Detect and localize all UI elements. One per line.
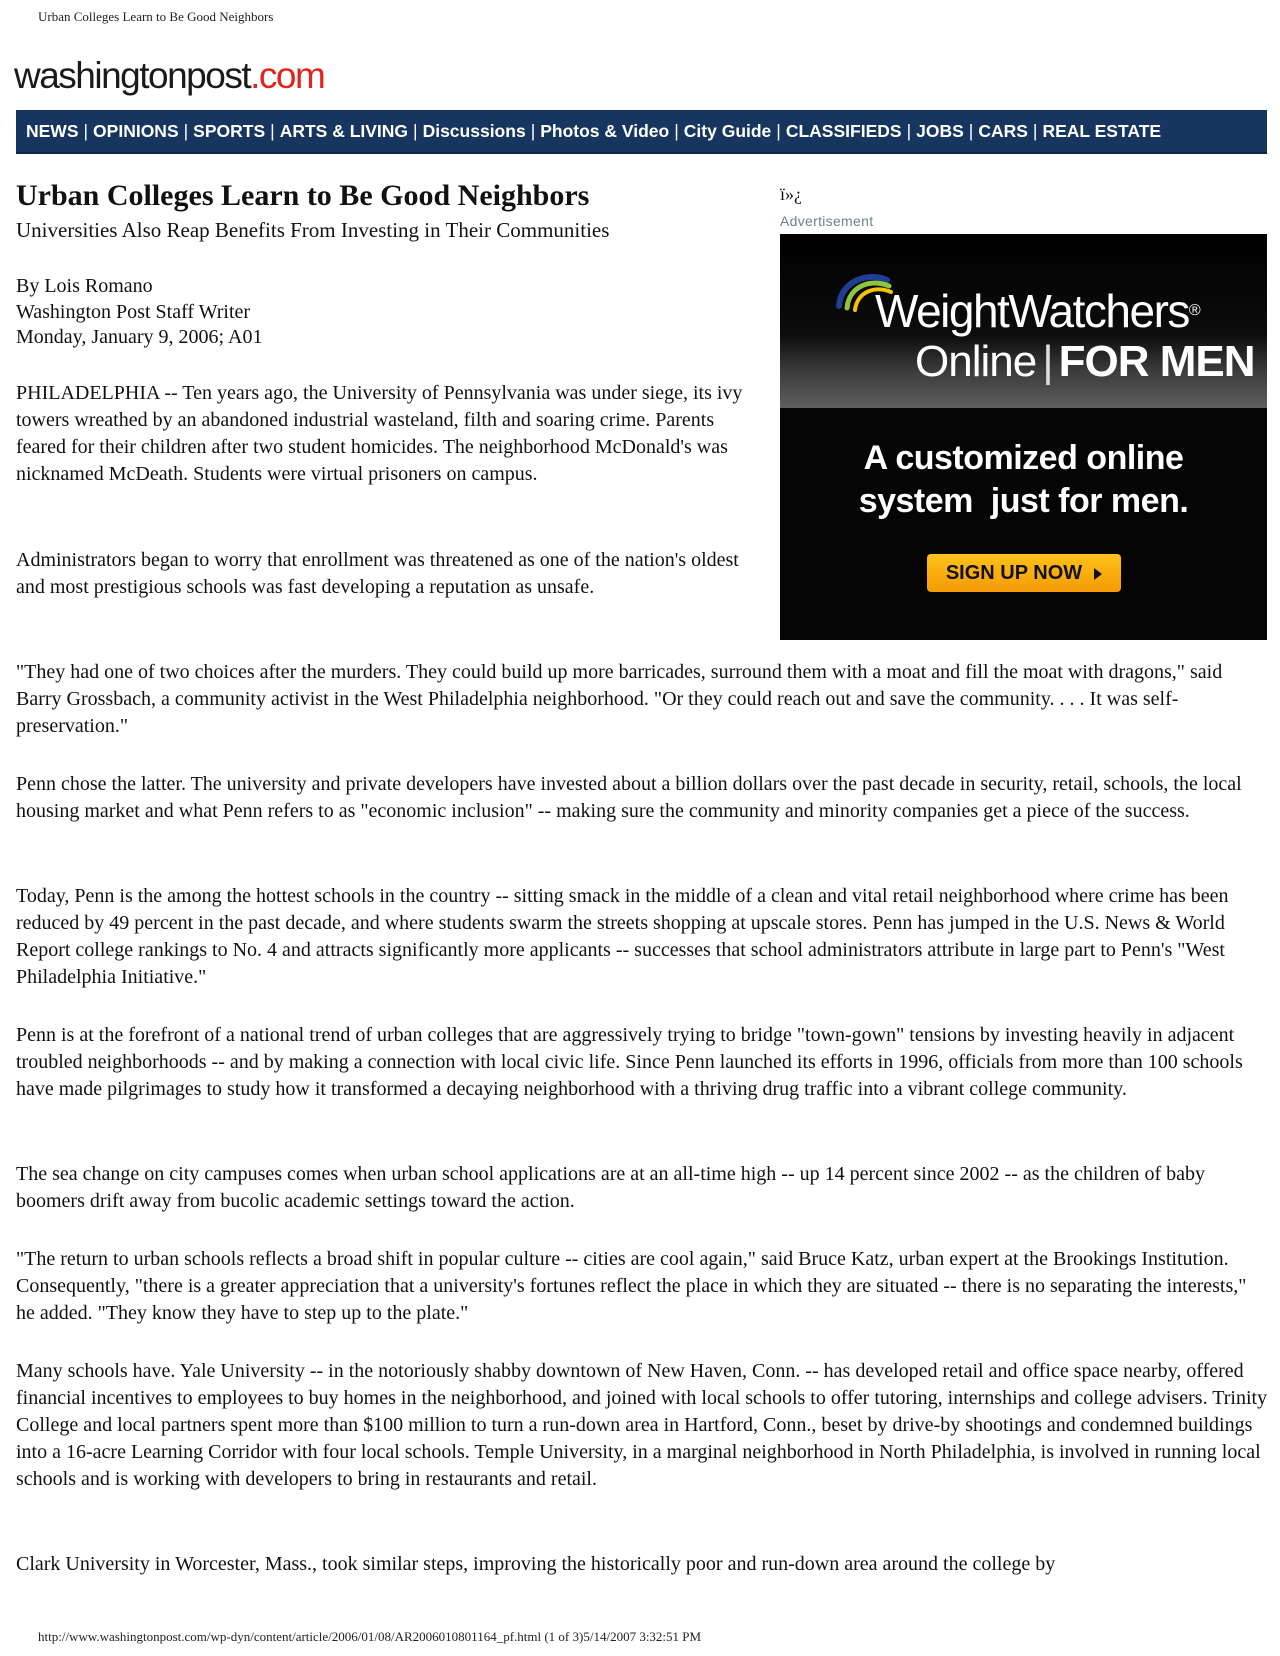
ad-brand: WeightWatchers xyxy=(875,285,1189,337)
article-paragraph: Penn chose the latter. The university and private developers have invested about a billion dollars over the past decade in security, retail, schools, the local housing market and what Penn refers to as "economic inclusion" -- making sure the community and minority companies get a piece of the success. xyxy=(16,773,1242,822)
article-paragraph: Penn is at the forefront of a national trend of urban colleges that are aggressively trying to bridge "town-gown" tensions by investing heavily in adjacent troubled neighborhoods -- and by making a connection with local civic life. Since Penn launched its efforts in 1996, officials from more than 100 schools have made pilgrimages to study how it transformed a decaying neighborhood with a thriving drug traffic into a vibrant college community. xyxy=(16,1024,1243,1100)
article-paragraph: Clark University in Worcester, Mass., took similar steps, improving the historically poor and run-down area around the college by xyxy=(16,1553,1056,1575)
nav-separator: | xyxy=(530,120,536,141)
nav-separator: | xyxy=(83,120,89,141)
ad-tagline-line-1: A customized online xyxy=(863,439,1184,477)
logo-dot-com: .com xyxy=(250,55,325,96)
byline-role: Washington Post Staff Writer xyxy=(16,300,251,323)
play-arrow-icon xyxy=(1094,568,1102,580)
ad-registered-mark: ® xyxy=(1188,302,1200,319)
nav-opinions[interactable]: OPINIONS xyxy=(93,120,179,141)
nav-arts-living[interactable]: ARTS & LIVING xyxy=(279,120,409,141)
nav-discussions[interactable]: Discussions xyxy=(422,120,526,141)
ad-line2 xyxy=(915,338,1255,386)
ad-online: Online xyxy=(915,337,1037,386)
article-paragraph: Today, Penn is the among the hottest schools in the country -- sitting smack in the middle of a clean and vital retail neighborhood where crime has been reduced by 49 percent in the past decade, and where students swarm the streets shopping at upscale stores. Penn has jumped in the U.S. News & World Report college rankings to No. 4 and attracts significantly more applicants -- successes that school administrators attribute in large part to Penn's "West Philadelphia Initiative." xyxy=(16,885,1229,988)
ad-brand-wrap xyxy=(875,286,1199,336)
nav-cars[interactable]: CARS xyxy=(978,120,1028,141)
sign-up-label: SIGN UP NOW xyxy=(945,562,1083,584)
site-logo[interactable] xyxy=(14,52,324,100)
article-paragraph: "They had one of two choices after the murders. They could build up more barricades, surround them with a moat and fill the moat with dragons," said Barry Grossbach, a community activist in the West Philadelphia neighborhood. "Or they could reach out and save the community. . . . It was self-preservation." xyxy=(16,661,1223,737)
nav-separator: | xyxy=(270,120,275,141)
ad-separator: | xyxy=(1042,337,1053,386)
ad-tagline-line-2: system just for men. xyxy=(858,482,1189,520)
nav-separator: | xyxy=(906,120,912,141)
nav-separator: | xyxy=(968,120,974,141)
ad-tagline xyxy=(780,437,1267,523)
page-header: Urban Colleges Learn to Be Good Neighbors xyxy=(38,9,274,24)
page-footer-url: http://www.washingtonpost.com/wp-dyn/content/article/2006/01/08/AR2006010801164_pf.html (1 of 3)5/14/2007 3:32:51 PM xyxy=(38,1629,702,1644)
ad-for-men: FOR MEN xyxy=(1058,337,1255,386)
article-paragraph: PHILADELPHIA -- Ten years ago, the University of Pennsylvania was under siege, its ivy towers wreathed by an abandoned industrial wasteland, filth and soaring crime. Parents feared for their children after two student homicides. The neighborhood McDonald's was nicknamed McDeath. Students were virtual prisoners on campus. xyxy=(16,382,743,485)
weightwatchers-ad[interactable] xyxy=(780,234,1267,640)
nav-city-guide[interactable]: City Guide xyxy=(683,120,772,141)
article-headline: Urban Colleges Learn to Be Good Neighbors xyxy=(16,179,590,212)
ad-label: Advertisement xyxy=(780,213,874,229)
nav-separator: | xyxy=(413,120,418,141)
article-subhead: Universities Also Reap Benefits From Investing in Their Communities xyxy=(16,218,610,242)
byline-date: Monday, January 9, 2006; A01 xyxy=(16,326,263,348)
nav-classifieds[interactable]: CLASSIFIEDS xyxy=(785,120,902,141)
nav-separator: | xyxy=(674,120,679,141)
nav-real-estate[interactable]: REAL ESTATE xyxy=(1042,120,1162,141)
nav-separator: | xyxy=(1032,120,1038,141)
article-paragraph: Many schools have. Yale University -- in the notoriously shabby downtown of New Haven, Conn. -- has developed retail and office space nearby, offered financial incentives to employees to buy homes in the neighborhood, and joined with local schools to offer tutoring, internships and college advisers. Trinity College and local partners spent more than $100 million to turn a run-down area in Hartford, Conn., beset by drive-by shootings and condemned buildings into a 16-acre Learning Corridor with four local schools. Temple University, in a marginal neighborhood in North Philadelphia, is involved in running local schools and is working with developers to bring in restaurants and retail. xyxy=(16,1360,1268,1490)
nav-news[interactable]: NEWS xyxy=(26,120,79,141)
byline-author: By Lois Romano xyxy=(16,275,153,297)
nav-separator: | xyxy=(183,120,189,141)
article-paragraph: "The return to urban schools reflects a broad shift in popular culture -- cities are cool again," said Bruce Katz, urban expert at the Brookings Institution. Consequently, "there is a greater appreciation that a university's fortunes reflect the place in which they are situated -- there is no separating the interests," he added. "They know they have to step up to the plate." xyxy=(16,1248,1247,1324)
ad-glyph: ï»¿ xyxy=(780,184,802,204)
nav-separator: | xyxy=(776,120,781,141)
logo-main-text: washingtonpost xyxy=(14,55,251,96)
article-paragraph: Administrators began to worry that enrollment was threatened as one of the nation's oldest and most prestigious schools was fast developing a reputation as unsafe. xyxy=(16,549,739,598)
main-nav xyxy=(16,110,1267,154)
nav-jobs[interactable]: JOBS xyxy=(916,120,964,141)
article-paragraph: The sea change on city campuses comes when urban school applications are at an all-time high -- up 14 percent since 2002 -- as the children of baby boomers drift away from bucolic academic settings toward the action. xyxy=(16,1163,1206,1212)
nav-sports[interactable]: SPORTS xyxy=(193,120,266,141)
nav-photos-video[interactable]: Photos & Video xyxy=(540,120,670,141)
sign-up-now-button[interactable] xyxy=(927,554,1121,592)
article-byline xyxy=(16,274,262,351)
